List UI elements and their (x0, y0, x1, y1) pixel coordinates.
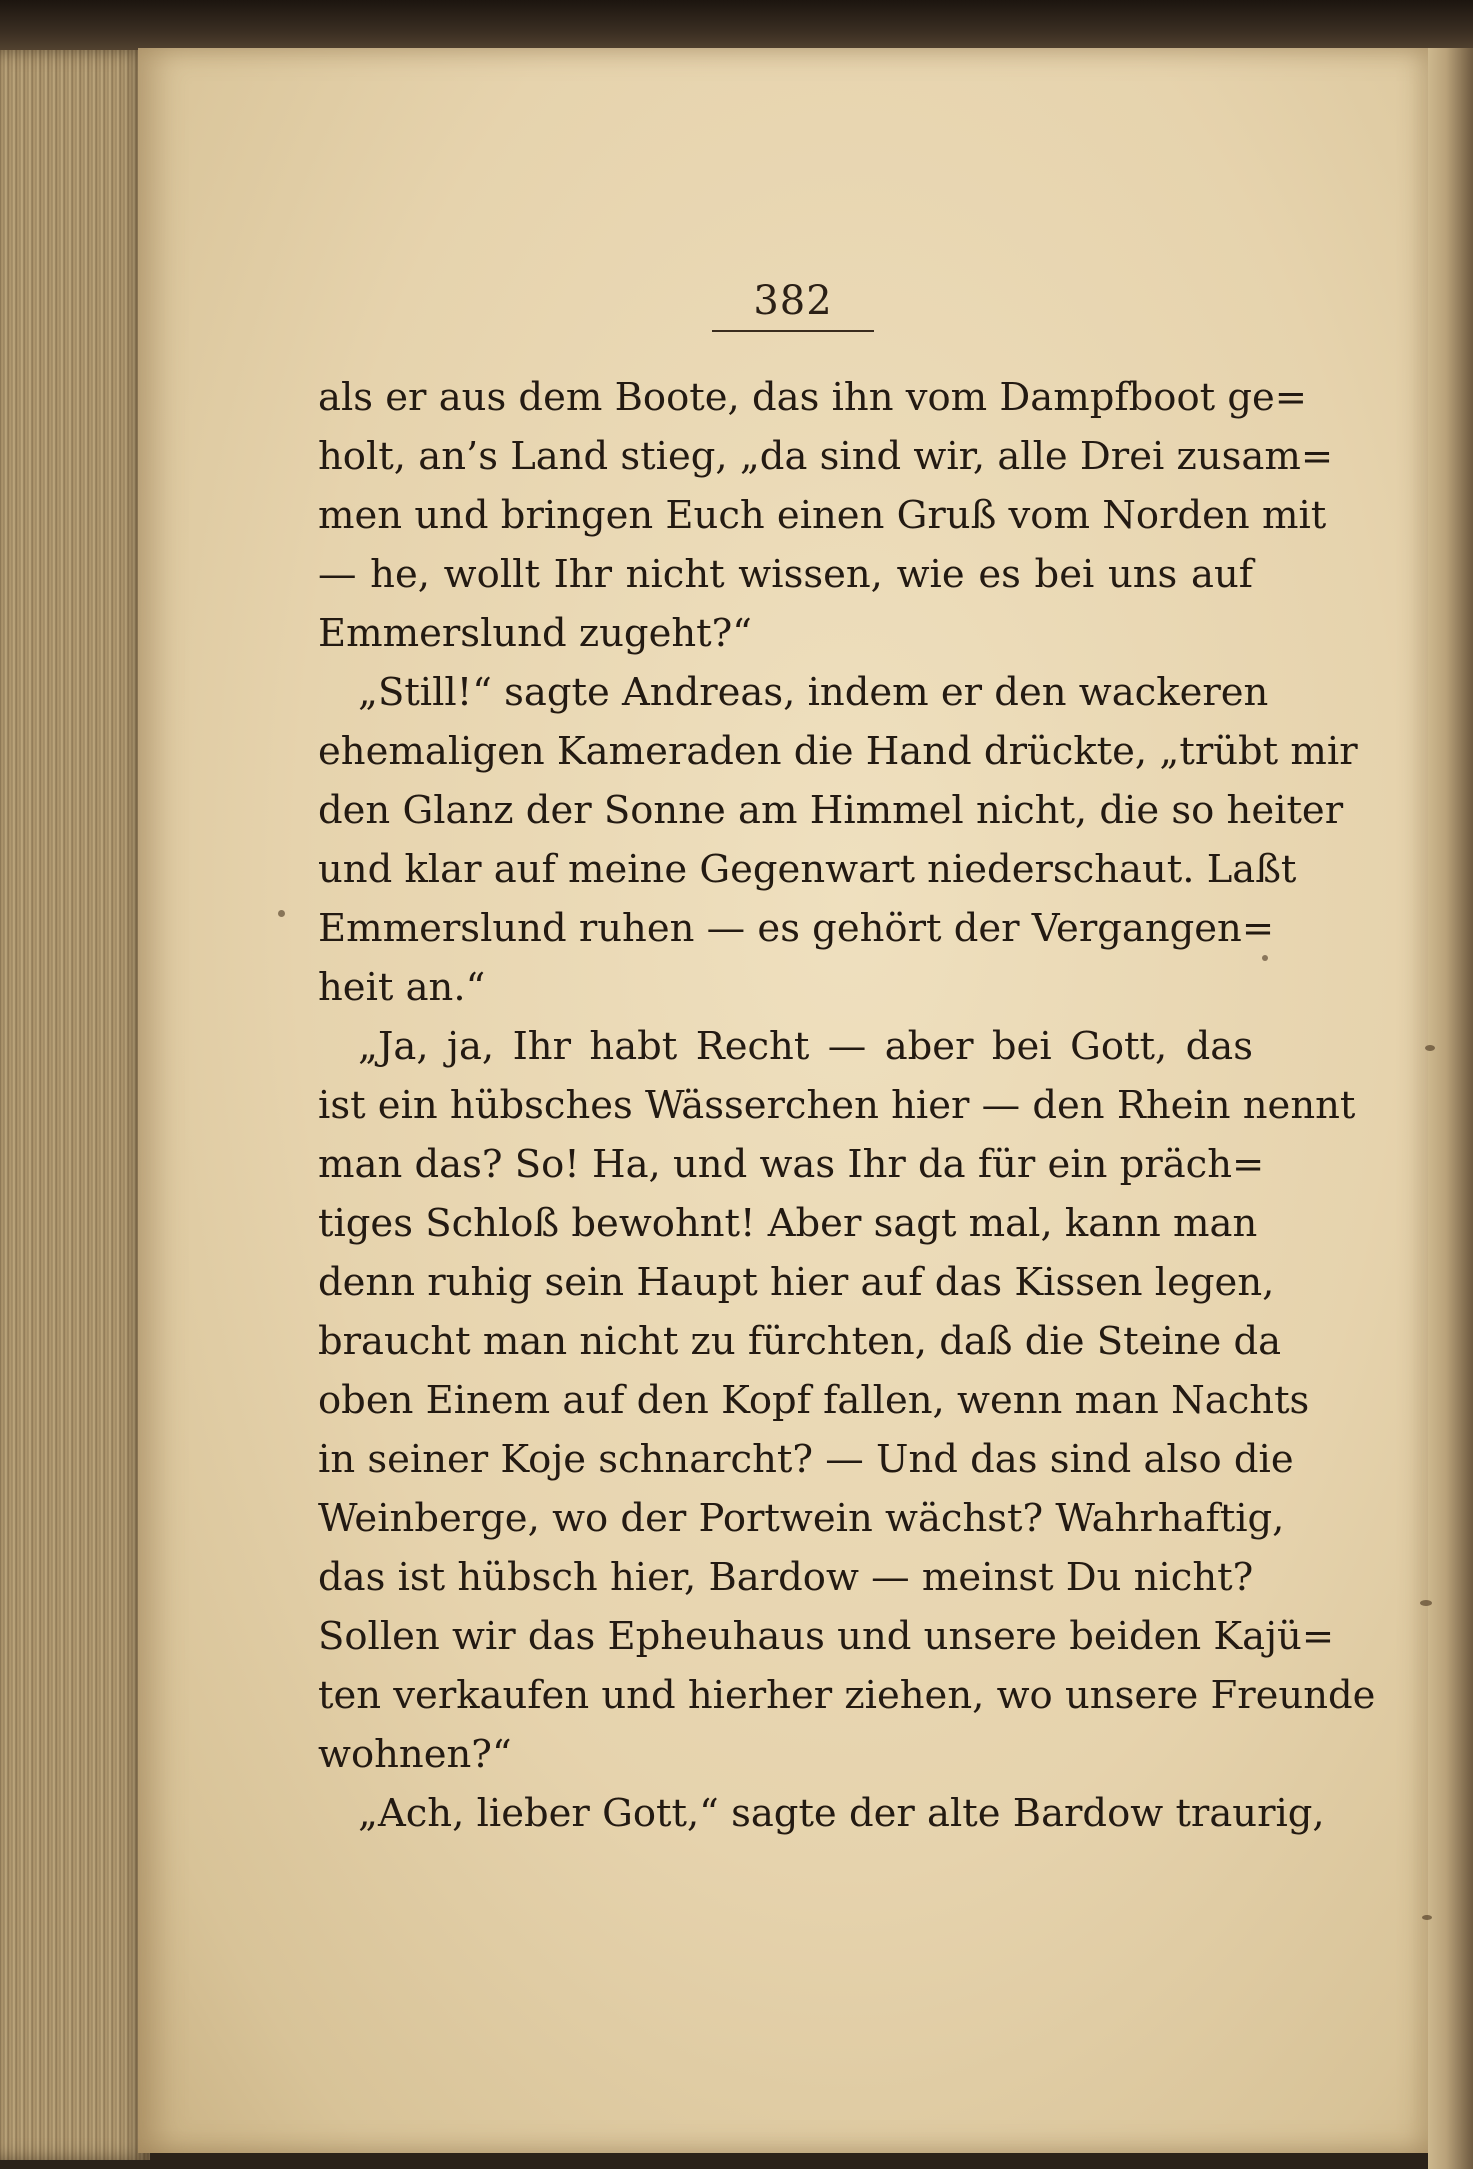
text-line: und klar auf meine Gegenwart niederschaut. Laßt (318, 847, 1297, 892)
text-line: wohnen?“ (318, 1732, 512, 1777)
text-line: „Still!“ sagte Andreas, indem er den wackeren (358, 670, 1269, 715)
text-line: Sollen wir das Epheuhaus und unsere beiden Kajü= (318, 1614, 1335, 1659)
text-line: tiges Schloß bewohnt! Aber sagt mal, kann man (318, 1201, 1258, 1246)
text-line: — he, wollt Ihr nicht wissen, wie es bei uns auf (318, 552, 1253, 597)
text-line: Emmerslund ruhen — es gehört der Vergangen= (318, 906, 1275, 951)
text-line: als er aus dem Boote, das ihn vom Dampfboot ge= (318, 375, 1308, 420)
page-number: 382 (753, 278, 833, 324)
text-line: man das? So! Ha, und was Ihr da für ein präch= (318, 1142, 1265, 1187)
paper-spot (1422, 1915, 1432, 1920)
text-line: ist ein hübsches Wässerchen hier — den Rhein nennt (318, 1083, 1356, 1128)
text-line: men und bringen Euch einen Gruß vom Norden mit (318, 493, 1327, 538)
paper-spot (1420, 1600, 1432, 1606)
page-number-rule (712, 330, 874, 332)
text-line: denn ruhig sein Haupt hier auf das Kissen legen, (318, 1260, 1275, 1305)
body-text (318, 368, 1376, 1843)
page-stack-edge (0, 50, 150, 2160)
text-line: ten verkaufen und hierher ziehen, wo unsere Freunde (318, 1673, 1376, 1718)
text-line: holt, an’s Land stieg, „da sind wir, alle Drei zusam= (318, 434, 1334, 479)
paper-spot (1262, 955, 1268, 961)
text-line: heit an.“ (318, 965, 486, 1010)
text-line: oben Einem auf den Kopf fallen, wenn man Nachts (318, 1378, 1310, 1423)
page-right-edge (1428, 48, 1473, 2169)
paper-spot (278, 910, 285, 917)
text-line: „Ach, lieber Gott,“ sagte der alte Bardow traurig, (358, 1791, 1325, 1836)
text-line: Emmerslund zugeht?“ (318, 611, 752, 656)
text-line: Weinberge, wo der Portwein wächst? Wahrhaftig, (318, 1496, 1285, 1541)
text-line: „Ja, ja, Ihr habt Recht — aber bei Gott, das (358, 1024, 1253, 1069)
text-line: braucht man nicht zu fürchten, daß die Steine da (318, 1319, 1282, 1364)
paper-spot (1425, 1045, 1435, 1051)
text-line: das ist hübsch hier, Bardow — meinst Du nicht? (318, 1555, 1254, 1600)
text-line: in seiner Koje schnarcht? — Und das sind also die (318, 1437, 1294, 1482)
text-line: ehemaligen Kameraden die Hand drückte, „trübt mir (318, 729, 1358, 774)
text-line: den Glanz der Sonne am Himmel nicht, die so heiter (318, 788, 1344, 833)
